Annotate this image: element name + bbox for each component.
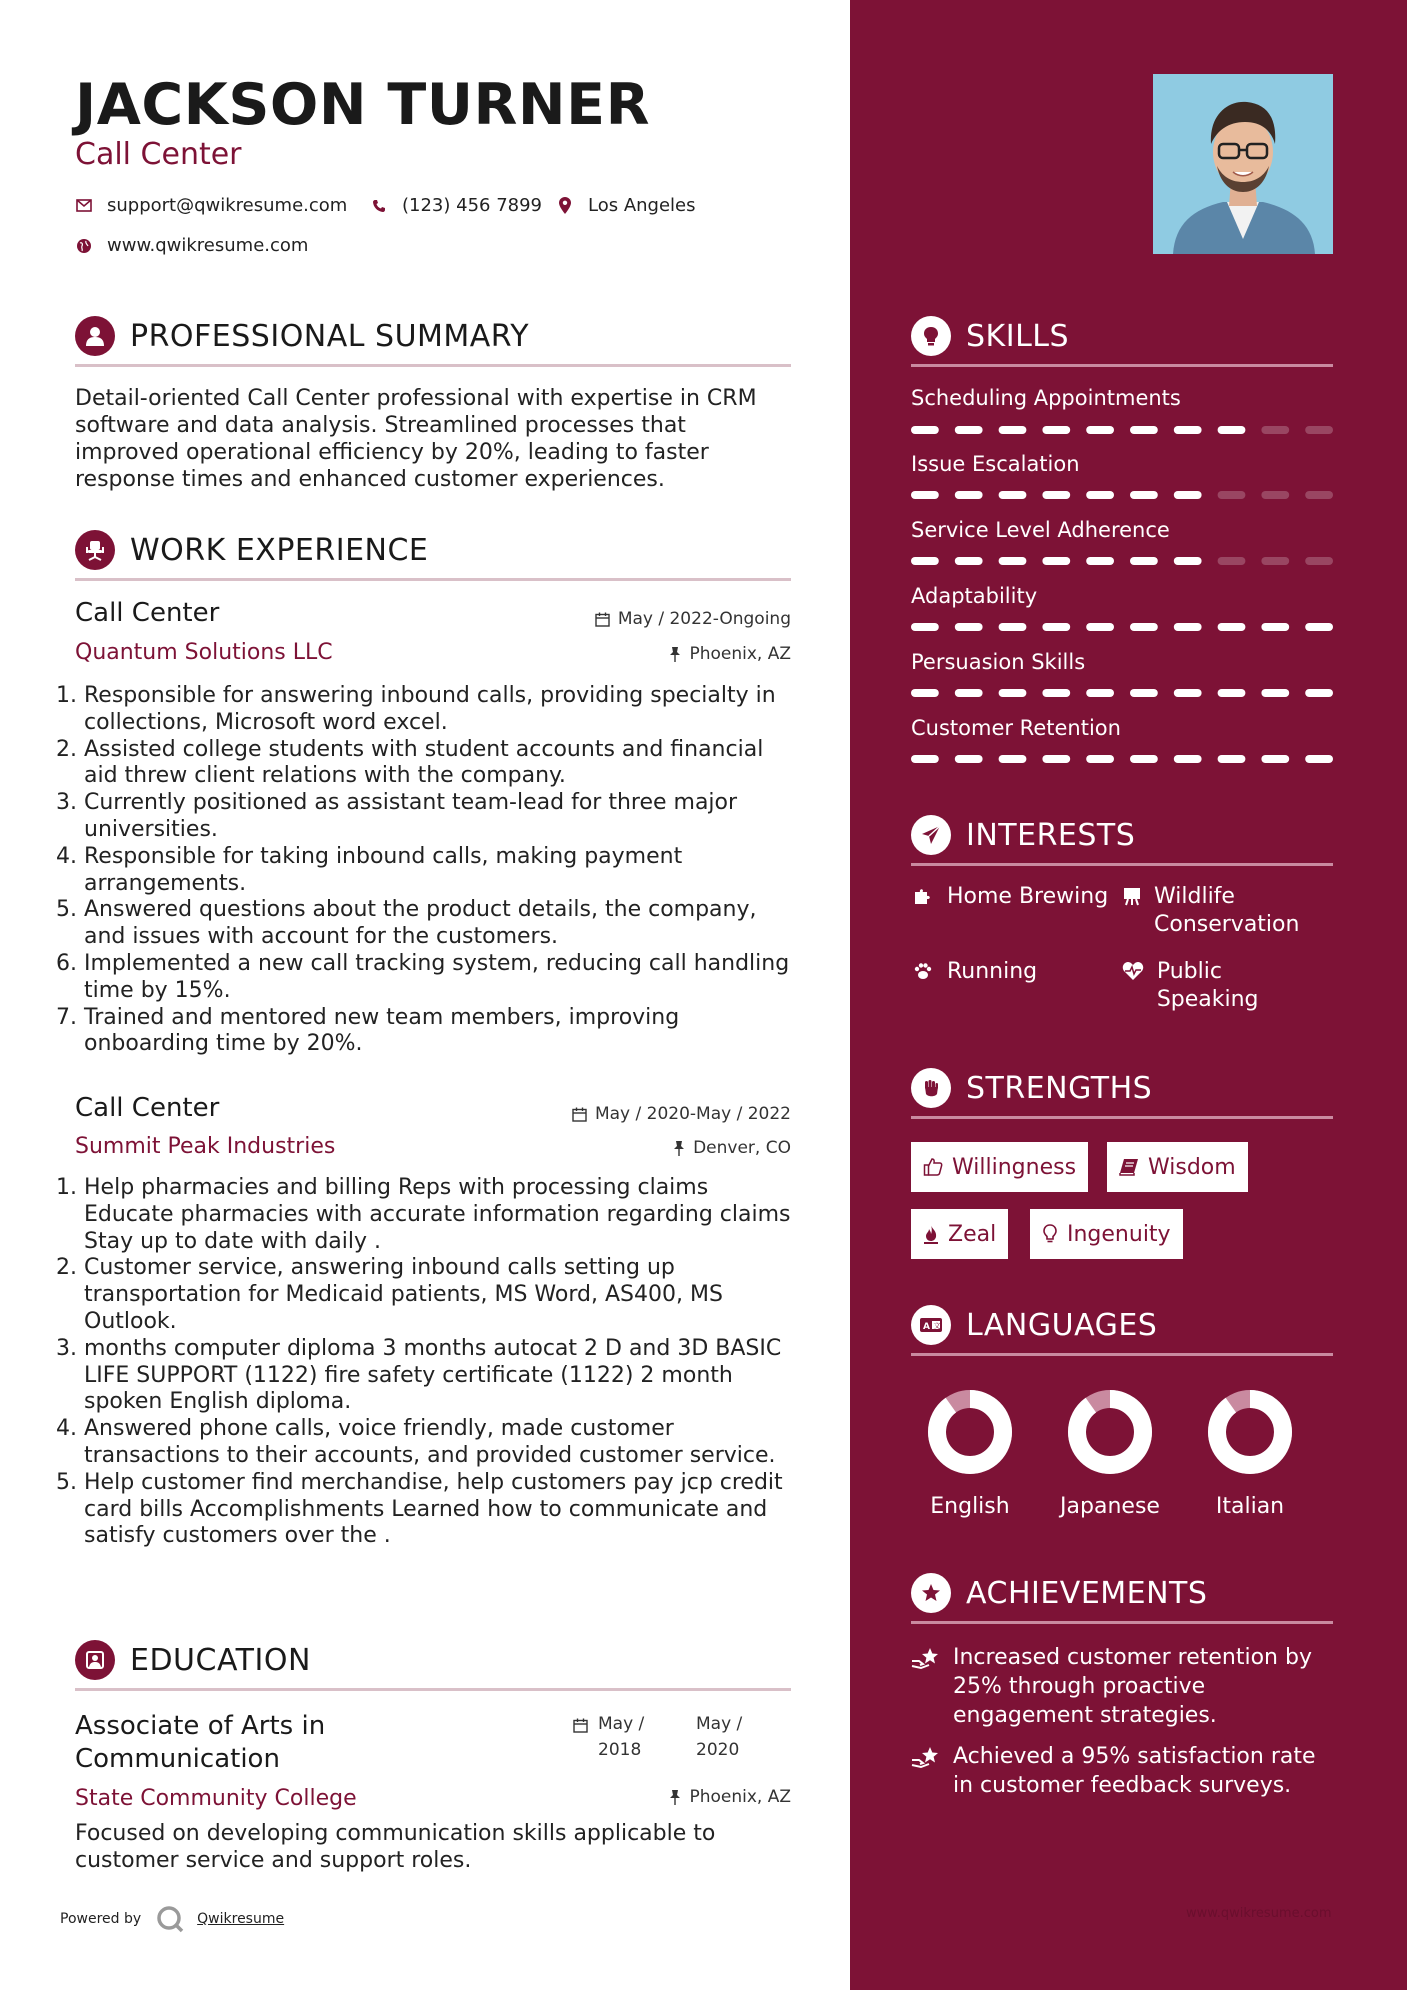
skill-segment-filled — [1042, 689, 1070, 697]
start-month: May / — [598, 1714, 645, 1734]
skill-segment-filled — [1218, 426, 1246, 434]
summary-text: Detail-oriented Call Center professional with expertise in CRM software and data analysis. Streamlined processes that improved operational efficiency by 20%, leading to faster response times and enhanced customer experiences. — [75, 386, 757, 492]
job-location-text: Denver, CO — [693, 1138, 791, 1158]
email-text: support@qwikresume.com — [107, 195, 348, 216]
pushpin-icon — [669, 647, 681, 662]
skill-segment-filled — [1086, 491, 1114, 499]
strength-chip — [911, 1142, 1088, 1192]
skill-segment-empty — [1261, 557, 1289, 565]
job-location — [480, 644, 791, 664]
job-bullets — [66, 683, 796, 1058]
skill-segment-filled — [955, 755, 983, 763]
strength-chip — [1030, 1209, 1183, 1259]
skill-name: Customer Retention — [911, 716, 1121, 740]
school-name: State Community College — [75, 1786, 357, 1811]
summary-section-header — [75, 316, 529, 356]
skill-segment-filled — [1174, 426, 1202, 434]
list-item: 7. Trained and mentored new team members, improving onboarding time by 20%. — [84, 1005, 796, 1059]
interests-divider — [911, 863, 1333, 866]
skill-segment-filled — [1130, 491, 1158, 499]
skill-segment-filled — [1174, 689, 1202, 697]
location-text: Los Angeles — [588, 195, 696, 216]
skill-segment-filled — [1042, 491, 1070, 499]
language-ring-fill — [937, 1399, 1003, 1465]
svg-text:文: 文 — [933, 1322, 941, 1330]
calendar-icon — [595, 612, 610, 627]
skill-segment-empty — [1305, 557, 1333, 565]
interest-item — [911, 958, 1111, 986]
skill-segment-filled — [1261, 755, 1289, 763]
easel-icon — [1122, 883, 1142, 906]
contact-location — [556, 195, 696, 216]
globe-icon — [75, 237, 93, 255]
skill-segment-filled — [999, 755, 1027, 763]
job-company: Summit Peak Industries — [75, 1134, 336, 1159]
education-heading: EDUCATION — [130, 1642, 311, 1678]
strength-label: Willingness — [952, 1154, 1077, 1180]
pushpin-icon — [669, 1790, 681, 1805]
skill-level-bar — [911, 426, 1333, 434]
skill-segment-filled — [1042, 755, 1070, 763]
phone-text: (123) 456 7899 — [402, 195, 543, 216]
watermark-text: www.qwikresume.com — [1186, 1906, 1332, 1921]
skill-segment-empty — [1218, 491, 1246, 499]
skill-name: Persuasion Skills — [911, 650, 1086, 674]
language-ring-fill — [1077, 1399, 1143, 1465]
skill-segment-filled — [911, 557, 939, 565]
languages-heading: LANGUAGES — [966, 1307, 1158, 1343]
interest-label: Wildlife Conservation — [1154, 884, 1300, 937]
map-pin-icon — [556, 197, 574, 215]
skill-segment-empty — [1218, 557, 1246, 565]
interest-label: Running — [947, 959, 1038, 984]
achievement-text: Increased customer retention by 25% through proactive engagement strategies. — [953, 1645, 1312, 1728]
skill-segment-filled — [1218, 689, 1246, 697]
skill-segment-filled — [1042, 557, 1070, 565]
skill-segment-filled — [1086, 689, 1114, 697]
education-section-header — [75, 1640, 311, 1680]
skill-segment-filled — [955, 689, 983, 697]
skill-segment-empty — [1305, 491, 1333, 499]
strengths-section-header — [911, 1068, 1152, 1108]
profile-photo — [1153, 74, 1333, 254]
education-end-date — [696, 1711, 742, 1763]
job-location-text: Phoenix, AZ — [689, 644, 791, 664]
achievements-heading: ACHIEVEMENTS — [966, 1575, 1208, 1611]
job-bullets — [66, 1175, 796, 1550]
skill-segment-filled — [1305, 689, 1333, 697]
user-icon — [75, 316, 115, 356]
calendar-icon — [573, 1718, 588, 1737]
pushpin-icon — [673, 1141, 685, 1156]
interest-item — [911, 883, 1111, 911]
skill-level-bar — [911, 755, 1333, 763]
skill-segment-filled — [1086, 557, 1114, 565]
skill-segment-filled — [999, 426, 1027, 434]
skill-segment-filled — [911, 689, 939, 697]
thumbs-up-icon — [923, 1157, 943, 1177]
lightbulb-head-icon — [911, 316, 951, 356]
skill-segment-filled — [955, 623, 983, 631]
skill-segment-filled — [999, 623, 1027, 631]
job-dates — [480, 1104, 791, 1124]
skill-segment-filled — [999, 557, 1027, 565]
experience-divider — [75, 578, 791, 581]
education-location-text: Phoenix, AZ — [689, 1787, 791, 1807]
skill-segment-filled — [999, 689, 1027, 697]
star-hand-icon — [911, 1742, 941, 1770]
strength-label: Ingenuity — [1067, 1221, 1171, 1247]
skill-segment-filled — [955, 557, 983, 565]
skill-segment-filled — [1130, 557, 1158, 565]
education-location — [480, 1787, 791, 1807]
language-ring — [1068, 1390, 1152, 1474]
powered-by-label: Powered by — [60, 1911, 142, 1927]
education-divider — [75, 1688, 791, 1691]
summary-divider — [75, 364, 791, 367]
skill-segment-filled — [999, 491, 1027, 499]
strengths-heading: STRENGTHS — [966, 1070, 1153, 1106]
star-badge-icon — [911, 1573, 951, 1613]
end-year: 2020 — [696, 1740, 740, 1760]
achievements-divider — [911, 1621, 1333, 1624]
job-dates — [480, 609, 791, 629]
skill-segment-filled — [1261, 689, 1289, 697]
list-item: 4. Responsible for taking inbound calls, making payment arrangements. — [84, 844, 796, 898]
skill-segment-filled — [1174, 755, 1202, 763]
skill-segment-filled — [1130, 689, 1158, 697]
languages-divider — [911, 1353, 1333, 1356]
list-item: 6. Implemented a new call tracking system, reducing call handling time by 15%. — [84, 951, 796, 1005]
language-name: Italian — [1215, 1494, 1285, 1519]
end-month: May / — [696, 1714, 743, 1734]
skill-level-bar — [911, 623, 1333, 631]
skill-segment-filled — [1305, 623, 1333, 631]
experience-section-header — [75, 530, 428, 570]
achievement-item — [911, 1643, 1341, 1730]
interest-label: Public Speaking — [1156, 959, 1259, 1012]
skill-segment-filled — [911, 623, 939, 631]
contact-phone[interactable] — [370, 195, 542, 216]
education-description: Focused on developing communication skills applicable to customer service and support roles. — [75, 1821, 716, 1873]
job-dates-text: May / 2020-May / 2022 — [594, 1104, 791, 1124]
skill-segment-filled — [1130, 755, 1158, 763]
languages-section-header — [911, 1305, 1157, 1345]
star-hand-icon — [911, 1643, 941, 1671]
phone-icon — [370, 197, 388, 215]
flame-icon — [923, 1224, 939, 1244]
powered-by — [60, 1904, 284, 1934]
skill-segment-filled — [1305, 755, 1333, 763]
language-ring — [1208, 1390, 1292, 1474]
skill-segment-filled — [955, 491, 983, 499]
language-ring-fill — [1217, 1399, 1283, 1465]
office-chair-icon — [75, 530, 115, 570]
interest-label: Home Brewing — [947, 884, 1109, 909]
list-item: 1. Responsible for answering inbound calls, providing specialty in collections, Microsoft word excel. — [84, 683, 796, 737]
skill-name: Issue Escalation — [911, 452, 1080, 476]
skill-level-bar — [911, 557, 1333, 565]
list-item: 2. Assisted college students with student accounts and financial aid threw client relations with the company. — [84, 737, 796, 791]
list-item: 1. Help pharmacies and billing Reps with processing claims Educate pharmacies with accurate information regarding claims Stay up to date with daily . — [84, 1175, 796, 1255]
job-dates-text: May / 2022-Ongoing — [617, 609, 791, 629]
contact-email[interactable] — [75, 195, 347, 216]
skill-segment-filled — [1086, 755, 1114, 763]
contact-website[interactable] — [75, 235, 308, 256]
fist-icon — [911, 1068, 951, 1108]
book-icon — [1119, 1158, 1139, 1176]
start-year: 2018 — [598, 1740, 642, 1760]
skill-segment-filled — [1086, 426, 1114, 434]
skill-name: Scheduling Appointments — [911, 386, 1181, 410]
skill-segment-filled — [1130, 623, 1158, 631]
job-title: Call Center — [75, 1093, 220, 1123]
skills-heading: SKILLS — [966, 318, 1070, 354]
candidate-role: Call Center — [75, 137, 242, 172]
skill-level-bar — [911, 689, 1333, 697]
skill-segment-empty — [1261, 491, 1289, 499]
interests-heading: INTERESTS — [966, 817, 1136, 853]
interest-item — [1122, 883, 1322, 939]
list-item: 4. Answered phone calls, voice friendly, made customer transactions to their accounts, and provided customer service. — [84, 1416, 796, 1470]
skill-segment-filled — [1218, 623, 1246, 631]
achievement-text: Achieved a 95% satisfaction rate in customer feedback surveys. — [953, 1744, 1316, 1798]
skill-segment-filled — [911, 426, 939, 434]
experience-heading: WORK EXPERIENCE — [130, 532, 429, 568]
summary-heading: PROFESSIONAL SUMMARY — [130, 318, 530, 354]
skills-section-header — [911, 316, 1069, 356]
skill-segment-filled — [1174, 491, 1202, 499]
list-item: 5. Help customer find merchandise, help customers pay jcp credit card bills Accomplishments Learned how to communicate and satisfy customers over the . — [84, 1470, 796, 1550]
skill-segment-filled — [1174, 623, 1202, 631]
skill-segment-filled — [1042, 426, 1070, 434]
list-item: 3. months computer diploma 3 months autocat 2 D and 3D BASIC LIFE SUPPORT (1122) fire safety certificate (1122) 2 month spoken English diploma. — [84, 1336, 796, 1416]
achievement-item — [911, 1742, 1341, 1800]
skill-level-bar — [911, 491, 1333, 499]
brand-link[interactable]: Qwikresume — [197, 1911, 285, 1927]
strength-label: Wisdom — [1148, 1154, 1236, 1180]
lightbulb-icon — [1042, 1224, 1058, 1244]
svg-text:A: A — [923, 1322, 930, 1332]
skill-segment-filled — [1261, 623, 1289, 631]
list-item: 3. Currently positioned as assistant team-lead for three major universities. — [84, 790, 796, 844]
strength-chip — [1107, 1142, 1248, 1192]
language-name: English — [930, 1494, 1010, 1519]
skills-divider — [911, 364, 1333, 367]
list-item: 2. Customer service, answering inbound calls setting up transportation for Medicaid patients, MS Word, AS400, MS Outlook. — [84, 1255, 796, 1335]
language-name: Japanese — [1060, 1494, 1160, 1519]
paper-plane-icon — [911, 815, 951, 855]
skill-segment-empty — [1261, 426, 1289, 434]
job-title: Call Center — [75, 598, 220, 628]
skill-segment-filled — [1042, 623, 1070, 631]
strengths-divider — [911, 1116, 1333, 1119]
paw-icon — [911, 958, 935, 981]
skill-name: Adaptability — [911, 584, 1038, 608]
envelope-icon — [75, 197, 93, 215]
skill-segment-filled — [1086, 623, 1114, 631]
achievements-section-header — [911, 1573, 1207, 1613]
qwikresume-logo-icon — [155, 1904, 185, 1934]
job-company: Quantum Solutions LLC — [75, 640, 333, 665]
graduate-icon — [75, 1640, 115, 1680]
strength-label: Zeal — [948, 1221, 997, 1247]
language-ring — [928, 1390, 1012, 1474]
skill-segment-filled — [1218, 755, 1246, 763]
candidate-name: JACKSON TURNER — [75, 72, 650, 138]
calendar-icon — [572, 1107, 587, 1122]
interest-item — [1122, 958, 1322, 1014]
skill-segment-filled — [911, 491, 939, 499]
skill-segment-filled — [1174, 557, 1202, 565]
skill-segment-empty — [1305, 426, 1333, 434]
skill-segment-filled — [1130, 426, 1158, 434]
education-start-date — [598, 1711, 644, 1763]
translate-icon — [911, 1305, 951, 1345]
list-item: 5. Answered questions about the product details, the company, and issues with account for the customers. — [84, 897, 796, 951]
job-location — [480, 1138, 791, 1158]
strength-chip — [911, 1209, 1008, 1259]
website-text: www.qwikresume.com — [107, 235, 309, 256]
skill-segment-filled — [911, 755, 939, 763]
heartbeat-icon — [1122, 958, 1145, 981]
puzzle-icon — [911, 883, 935, 906]
skill-segment-filled — [955, 426, 983, 434]
interests-section-header — [911, 815, 1135, 855]
degree-title: Associate of Arts in Communication — [75, 1711, 326, 1774]
skill-name: Service Level Adherence — [911, 518, 1170, 542]
